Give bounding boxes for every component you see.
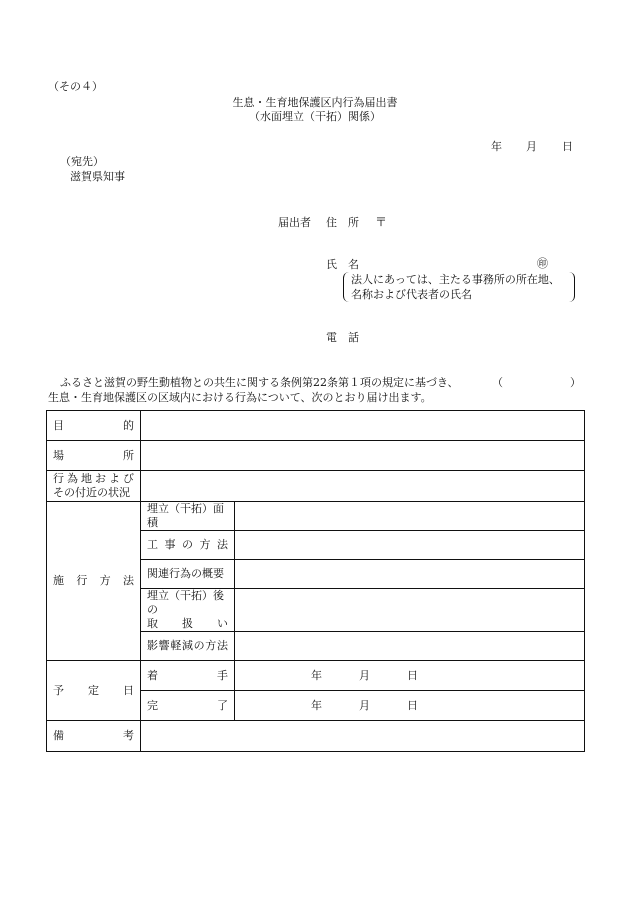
addressee-label: （宛先） <box>60 155 104 168</box>
start-label: 着 手 <box>141 661 235 691</box>
site-status-value[interactable] <box>141 471 585 502</box>
notification-form-table <box>46 410 585 752</box>
row-area <box>47 502 585 531</box>
intro-paren-open: （ <box>492 376 503 389</box>
row-purpose <box>47 411 585 441</box>
work-method-value[interactable] <box>235 531 585 560</box>
row-site-status <box>47 471 585 502</box>
address-label: 住 所 <box>326 216 359 229</box>
row-place <box>47 441 585 471</box>
finish-label: 完 了 <box>141 691 235 721</box>
name-label: 氏 名 <box>326 258 359 271</box>
after-handling-label: 埋立（干拓）後の 取 扱 い <box>141 589 235 632</box>
place-value[interactable] <box>141 441 585 471</box>
method-label: 施 行 方 法 <box>47 502 141 661</box>
start-date-value[interactable]: 年 月 日 <box>235 661 585 691</box>
phone-label: 電 話 <box>326 331 359 344</box>
related-overview-label: 関連行為の概要 <box>141 560 235 589</box>
date-year: 年 <box>491 140 502 153</box>
mitigation-value[interactable] <box>235 632 585 661</box>
work-method-label: 工 事 の 方 法 <box>141 531 235 560</box>
date-day: 日 <box>562 140 573 153</box>
related-overview-value[interactable] <box>235 560 585 589</box>
corporate-note-line1: 法人にあっては、主たる事務所の所在地、 <box>351 273 560 286</box>
remarks-value[interactable] <box>141 721 585 752</box>
form-title: 生息・生育地保護区内行為届出書 <box>232 96 398 109</box>
postal-mark: 〒 <box>375 215 388 229</box>
intro-line1: ふるさと滋賀の野生動植物との共生に関する条例第22条第１項の規定に基づき、 <box>60 376 459 389</box>
purpose-label: 目 的 <box>47 411 141 441</box>
form-subtitle: （水面埋立（干拓）関係） <box>249 110 381 123</box>
area-value[interactable] <box>235 502 585 531</box>
row-start <box>47 661 585 691</box>
schedule-label: 予 定 日 <box>47 661 141 721</box>
corporate-note-line2: 名称および代表者の氏名 <box>351 288 472 301</box>
remarks-label: 備 考 <box>47 721 141 752</box>
place-label: 場 所 <box>47 441 141 471</box>
finish-date-value[interactable]: 年 月 日 <box>235 691 585 721</box>
form-number: （その４） <box>48 80 103 93</box>
mitigation-label: 影 響 軽 減 の 方 法 <box>141 632 235 661</box>
area-label: 埋立（干拓）面積 <box>141 502 235 531</box>
intro-line2: 生息・生育地保護区の区域内における行為について、次のとおり届け出ます。 <box>48 391 432 404</box>
applicant-label: 届出者 <box>278 216 311 229</box>
site-status-label: 行 為 地 お よ び その付近の状況 <box>47 471 141 502</box>
intro-paren-close: ） <box>570 376 581 389</box>
row-remarks <box>47 721 585 752</box>
addressee-name: 滋賀県知事 <box>70 170 125 183</box>
date-month: 月 <box>526 140 537 153</box>
purpose-value[interactable] <box>141 411 585 441</box>
after-handling-value[interactable] <box>235 589 585 632</box>
seal-mark: ㊞ <box>537 257 548 270</box>
